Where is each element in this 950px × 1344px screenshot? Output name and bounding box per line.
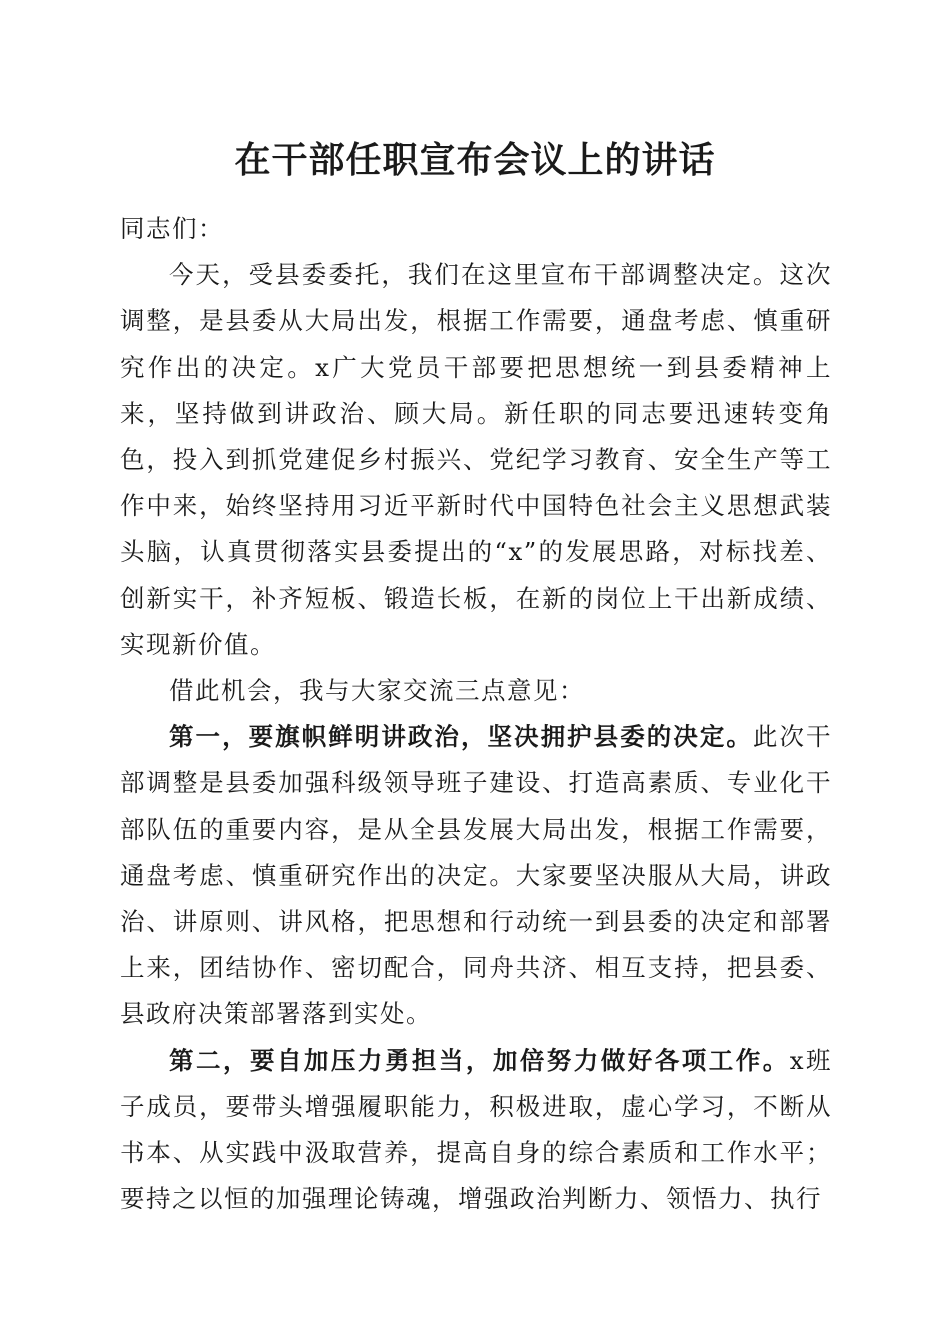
document-body bbox=[120, 206, 832, 1222]
paragraph-point-two bbox=[120, 1038, 832, 1223]
paragraph-text: x班子成员，要带头增强履职能力，积极进取，虚心学习，不断从书本、从实践中汲取营养，提高自身的综合素质和工作水平；要持之以恒的加强理论铸魂，增强政治判断力、领悟力、执行 bbox=[120, 1045, 832, 1214]
salutation: 同志们： bbox=[120, 214, 224, 243]
paragraph-transition bbox=[120, 668, 832, 714]
paragraph-text: 今天，受县委委托，我们在这里宣布干部调整决定。这次调整，是县委从大局出发，根据工作需要，通盘考虑、慎重研究作出的决定。x广大党员干部要把思想统一到县委精神上来，坚持做到讲政治、顾大局。新任职的同志要迅速转变角色，投入到抓党建促乡村振兴、党纪学习教育、安全生产等工作中来，始终坚持用习近平新时代中国特色社会主义思想武装头脑，认真贯彻落实县委提出的“x”的发展思路，对标找差、创新实干，补齐短板、锻造长板，在新的岗位上干出新成绩、实现新价值。 bbox=[120, 260, 832, 659]
paragraph-lead: 第二，要自加压力勇担当，加倍努力做好各项工作。 bbox=[169, 1045, 790, 1075]
paragraph-text: 此次干部调整是县委加强科级领导班子建设、打造高素质、专业化干部队伍的重要内容，是从全县发展大局出发，根据工作需要，通盘考虑、慎重研究作出的决定。大家要坚决服从大局，讲政治、讲原则、讲风格，把思想和行动统一到县委的决定和部署上来，团结协作、密切配合，同舟共济、相互支持，把县委、县政府决策部署落到实处。 bbox=[120, 722, 833, 1029]
paragraph-point-one bbox=[120, 714, 832, 1037]
paragraph-lead: 第一，要旗帜鲜明讲政治，坚决拥护县委的决定。 bbox=[169, 722, 753, 752]
document-title: 在干部任职宣布会议上的讲话 bbox=[234, 139, 716, 181]
paragraph-intro bbox=[120, 252, 832, 668]
paragraph-text: 借此机会，我与大家交流三点意见： bbox=[169, 676, 585, 706]
